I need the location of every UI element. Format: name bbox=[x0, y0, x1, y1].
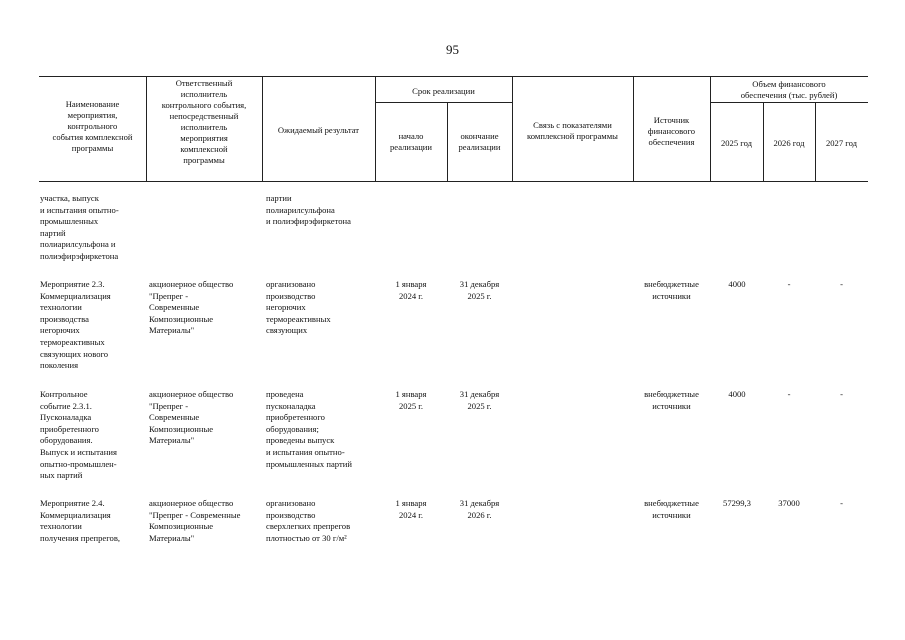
cell-end: 31 декабря 2026 г. bbox=[459, 498, 500, 520]
cell-2026: - bbox=[787, 389, 791, 399]
cell-2025: 57299,3 bbox=[723, 498, 751, 508]
cell-responsible: акционерное общество "Препрег - Современные Композиционные Материалы" bbox=[149, 498, 241, 543]
header-responsible: Ответственный исполнитель контрольного события, непосредственный исполнитель мероприятия комплексной программы bbox=[161, 78, 247, 165]
cell-2026: - bbox=[787, 279, 791, 289]
cell-name: Мероприятие 2.4. Коммерциализация технологии получения препрегов, bbox=[40, 498, 121, 543]
cell-start: 1 января 2024 г. bbox=[395, 279, 427, 301]
table-subheader-divider-term bbox=[375, 102, 512, 103]
cell-source: внебюджетные источники bbox=[644, 279, 699, 301]
cell-2027: - bbox=[840, 498, 843, 508]
header-name: Наименование мероприятия, контрольного события комплексной программы bbox=[52, 99, 133, 153]
cell-2027: - bbox=[840, 389, 843, 399]
header-result: Ожидаемый результат bbox=[277, 125, 360, 135]
header-term-end: окончание реализации bbox=[458, 131, 501, 152]
cell-start: 1 января 2024 г. bbox=[395, 498, 427, 520]
page-number: 95 bbox=[446, 42, 459, 57]
header-year-2027: 2027 год bbox=[825, 138, 858, 148]
header-term: Срок реализации bbox=[412, 86, 475, 96]
cell-result: организовано производство сверхлегких препрегов плотностью от 30 г/м² bbox=[266, 498, 351, 543]
table-subheader-divider-funding bbox=[710, 102, 868, 103]
cell-2027: - bbox=[840, 279, 843, 289]
cell-name: Мероприятие 2.3. Коммерциализация технологии производства негорючих термореактивных связующих нового поколения bbox=[40, 279, 111, 371]
cell-name: участка, выпуск и испытания опытно- промышленных партий полиарилсульфона и полиэфирэфиркетона bbox=[40, 193, 119, 261]
cell-name: Контрольное событие 2.3.1. Пусконаладка приобретенного оборудования. Выпуск и испытания опытно-промышлен- ных партий bbox=[40, 389, 117, 481]
cell-responsible: акционерное общество "Препрег - Современные Композиционные Материалы" bbox=[149, 279, 234, 336]
cell-2025: 4000 bbox=[728, 279, 746, 289]
cell-source: внебюджетные источники bbox=[644, 498, 699, 520]
cell-start: 1 января 2025 г. bbox=[395, 389, 427, 411]
cell-end: 31 декабря 2025 г. bbox=[459, 279, 500, 301]
table-header-bottom-border bbox=[39, 181, 868, 182]
cell-result: организовано производство негорючих термореактивных связующих bbox=[266, 279, 331, 336]
cell-2026: 37000 bbox=[778, 498, 800, 508]
header-source: Источник финансового обеспечения bbox=[647, 115, 696, 147]
cell-2025: 4000 bbox=[728, 389, 746, 399]
header-year-2026: 2026 год bbox=[773, 138, 805, 148]
cell-result: партии полиарилсульфона и полиэфирэфиркетона bbox=[266, 193, 351, 227]
header-term-start: начало реализации bbox=[390, 131, 432, 152]
cell-end: 31 декабря 2025 г. bbox=[459, 389, 500, 411]
header-link: Связь с показателями комплексной программы bbox=[527, 120, 618, 141]
header-year-2025: 2025 год bbox=[720, 138, 753, 148]
table-top-border bbox=[39, 76, 868, 77]
cell-source: внебюджетные источники bbox=[644, 389, 699, 411]
cell-responsible: акционерное общество "Препрег - Современные Композиционные Материалы" bbox=[149, 389, 234, 446]
cell-result: проведена пусконаладка приобретенного оборудования; проведены выпуск и испытания опытно- промышленных партий bbox=[266, 389, 352, 469]
header-funding: Объем финансового обеспечения (тыс. рублей) bbox=[740, 79, 838, 100]
